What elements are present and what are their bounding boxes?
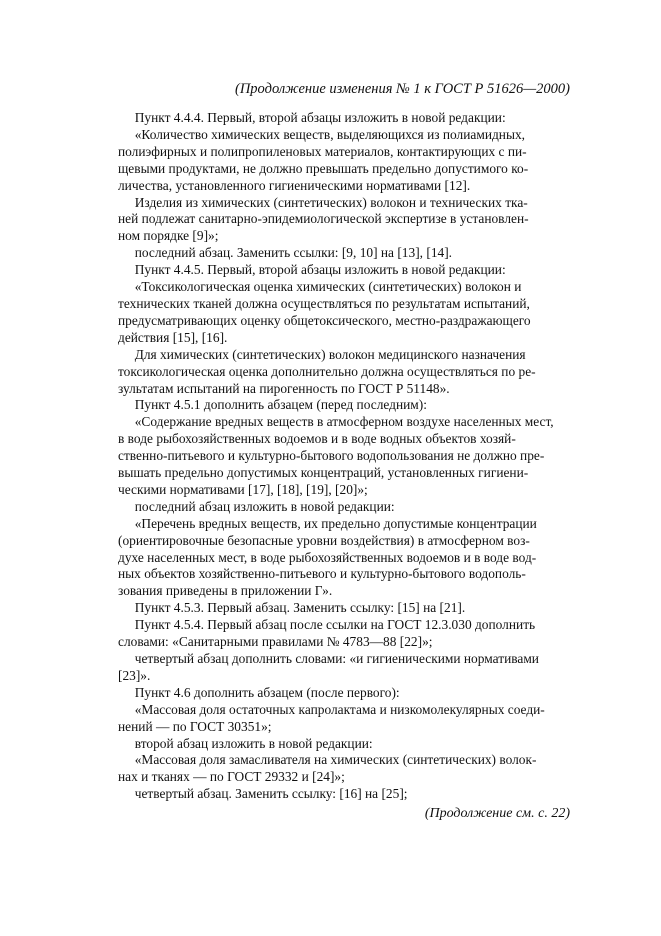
text-line: «Перечень вредных веществ, их предельно допустимые концентрации (118, 515, 537, 531)
text-line: [23]». (118, 667, 151, 683)
text-line: действия [15], [16]. (118, 329, 228, 345)
text-line: четвертый абзац. Заменить ссылку: [16] на [25]; (118, 786, 408, 802)
text-line: нах и тканях — по ГОСТ 29332 и [24]»; (118, 769, 345, 785)
text-line: ней подлежат санитарно-эпидемиологической экспертизе в установлен- (118, 211, 529, 227)
text-line: Пункт 4.6 дополнить абзацем (после первого): (118, 684, 400, 700)
text-line: нений — по ГОСТ 30351»; (118, 718, 272, 734)
text-line: личества, установленного гигиеническими нормативами [12]. (118, 177, 471, 193)
text-line: «Массовая доля замасливателя на химических (синтетических) волок- (118, 752, 537, 768)
continuation-note: (Продолжение см. с. 22) (424, 806, 570, 822)
text-line: «Содержание вредных веществ в атмосферном воздухе населенных мест, (118, 414, 554, 430)
text-line: «Токсикологическая оценка химических (синтетических) волокон и (118, 279, 522, 295)
text-line: щевыми продуктами, не должно превышать предельно допустимого ко- (118, 160, 529, 176)
text-line: Пункт 4.4.4. Первый, второй абзацы изложить в новой редакции: (118, 110, 506, 125)
text-line: зования приведены в приложении Г». (118, 583, 333, 599)
text-line: «Количество химических веществ, выделяющихся из полиамидных, (118, 126, 526, 142)
text-line: вышать предельно допустимых концентраций, установленных гигиени- (118, 465, 529, 481)
text-line: зультатам испытаний на пирогенность по ГОСТ Р 51148». (118, 380, 450, 396)
text-line: технических тканей должна осуществляться по результатам испытаний, (118, 295, 530, 311)
text-line: ном порядке [9]»; (118, 228, 219, 244)
document-page (118, 80, 570, 823)
text-line: (ориентировочные безопасные уровни воздействия) в атмосферном воз- (118, 532, 530, 548)
text-line: Для химических (синтетических) волокон медицинского назначения (118, 346, 526, 362)
text-line: словами: «Санитарными правилами № 4783—88 [22]»; (118, 634, 433, 650)
page-header: (Продолжение изменения № 1 к ГОСТ Р 51626—2000) (235, 81, 570, 97)
text-line: второй абзац изложить в новой редакции: (118, 735, 373, 751)
text-line: ных объектов хозяйственно-питьевого и культурно-бытового водополь- (118, 566, 526, 582)
text-line: последний абзац изложить в новой редакции: (118, 498, 395, 514)
text-line: полиэфирных и полипропиленовых материалов, контактирующих с пи- (118, 143, 527, 159)
text-line: в воде рыбохозяйственных водоемов и в воде водных объектов хозяй- (118, 431, 516, 447)
text-line: токсикологическая оценка дополнительно должна осуществляться по ре- (118, 363, 536, 379)
text-line: Пункт 4.5.1 дополнить абзацем (перед последним): (118, 397, 427, 413)
text-line: Пункт 4.5.4. Первый абзац после ссылки на ГОСТ 12.3.030 дополнить (118, 617, 536, 633)
text-line: «Массовая доля остаточных капролактама и низкомолекулярных соеди- (118, 701, 545, 717)
text-line: четвертый абзац дополнить словами: «и гигиеническими нормативами (118, 651, 539, 666)
text-line: духе населенных мест, в воде рыбохозяйственных водоемов и в воде вод- (118, 549, 537, 565)
text-line: предусматривающих оценку общетоксического, местно-раздражающего (118, 312, 531, 328)
text-line: ческими нормативами [17], [18], [19], [20]»; (118, 481, 368, 497)
text-line: Пункт 4.5.3. Первый абзац. Заменить ссылку: [15] на [21]. (118, 600, 466, 616)
text-line: последний абзац. Заменить ссылки: [9, 10] на [13], [14]. (118, 245, 453, 261)
text-line: Пункт 4.4.5. Первый, второй абзацы изложить в новой редакции: (118, 262, 506, 278)
text-line: ственно-питьевого и культурно-бытового водопользования не должно пре- (118, 448, 545, 464)
text-line: Изделия из химических (синтетических) волокон и технических тка- (118, 194, 528, 210)
document-body (118, 110, 570, 803)
